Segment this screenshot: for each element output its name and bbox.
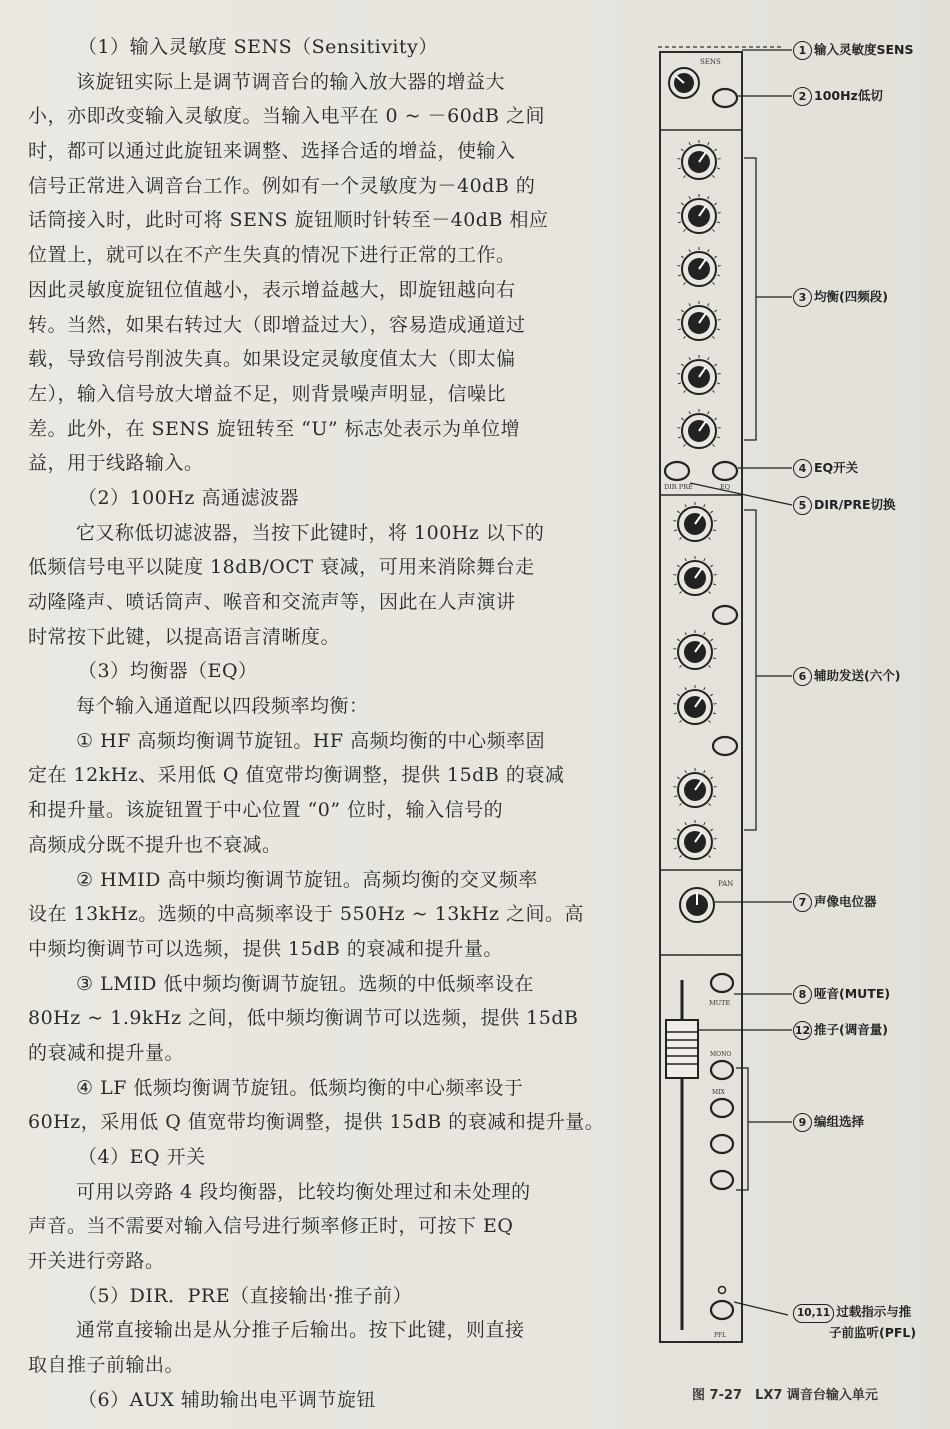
paragraph-line: 的衰减和提升量。 <box>28 1041 185 1064</box>
callout-3 <box>793 287 888 307</box>
paragraph-line: 益，用于线路输入。 <box>28 452 204 475</box>
paragraph-line: 话筒接入时，此时可将 SENS 旋钮顺时针转至－40dB 相应 <box>28 209 549 232</box>
callout-label: 推子(调音量) <box>814 1022 888 1037</box>
callout-number: 1 <box>793 41 812 60</box>
section-heading: （5）DIR．PRE（直接输出·推子前） <box>78 1284 413 1307</box>
callout-label: 辅助发送(六个) <box>814 668 901 683</box>
aux-knob-2[interactable] <box>673 556 716 595</box>
aux-knob-1[interactable] <box>673 502 716 541</box>
paragraph-line: ③ LMID 低中频均衡调节旋钮。选频的中低频率设在 <box>76 972 534 995</box>
paragraph-line: 左），输入信号放大增益不足，则背景噪声明显，信噪比 <box>28 382 507 405</box>
sens-knob[interactable] <box>669 68 699 98</box>
aux-knob-6[interactable] <box>673 820 716 859</box>
aux-knob-3[interactable] <box>673 630 716 669</box>
paragraph-line: 80Hz ~ 1.9kHz 之间，低中频均衡调节可以选频，提供 15dB <box>28 1007 579 1030</box>
pan-knob[interactable] <box>680 888 714 922</box>
paragraph-line: 低频信号电平以陡度 18dB/OCT 衰减，可用来消除舞台走 <box>28 556 535 579</box>
callout-number: 8 <box>793 985 812 1004</box>
callout-4 <box>793 458 858 478</box>
callout-label: 均衡(四频段) <box>814 289 888 304</box>
callout-10-11 <box>793 1302 916 1341</box>
callout-number: 2 <box>793 87 812 106</box>
paragraph-line: 通常直接输出是从分推子后输出。按下此键，则直接 <box>76 1319 525 1342</box>
pfl-button[interactable] <box>711 1301 733 1319</box>
paragraph-line: 转。当然，如果右转过大（即增益过大），容易造成通道过 <box>28 313 526 336</box>
dirpre-label: DIR PRE <box>664 483 693 491</box>
paragraph-line: 定在 12kHz、采用低 Q 值宽带均衡调整，提供 15dB 的衰减 <box>28 764 565 787</box>
paragraph-line: ① HF 高频均衡调节旋钮。HF 高频均衡的中心频率固 <box>76 729 546 752</box>
paragraph-line: 设在 13kHz。选频的中高频率设于 550Hz ~ 13kHz 之间。高 <box>28 903 585 926</box>
callout-8 <box>793 984 890 1004</box>
callout-label: 输入灵敏度SENS <box>814 42 914 57</box>
paragraph-line: 声音。当不需要对输入信号进行频率修正时，可按下 EQ <box>28 1215 514 1238</box>
callout-number: 6 <box>793 667 812 686</box>
eq-knob-6[interactable] <box>677 409 720 448</box>
callout-1 <box>793 40 914 60</box>
paragraph-line: 时，都可以通过此旋钮来调整、选择合适的增益，使输入 <box>28 140 516 163</box>
callout-9 <box>793 1112 864 1132</box>
paragraph-line: 它又称低切滤波器，当按下此键时，将 100Hz 以下的 <box>76 521 545 544</box>
mixer-input-figure <box>652 40 950 1420</box>
paragraph-line: 信号正常进入调音台工作。例如有一个灵敏度为－40dB 的 <box>28 174 536 197</box>
overload-led <box>719 1287 726 1294</box>
low-cut-button[interactable] <box>713 89 737 107</box>
callout-number: 12 <box>793 1021 812 1040</box>
eq-switch-button[interactable] <box>713 462 737 480</box>
callout-7 <box>793 892 877 912</box>
aux-knob-5[interactable] <box>673 768 716 807</box>
callout-label: EQ开关 <box>814 460 859 475</box>
group-button-1-2[interactable] <box>711 1135 733 1153</box>
callout-label: 声像电位器 <box>814 894 877 909</box>
paragraph-line: 每个输入通道配以四段频率均衡： <box>76 695 369 718</box>
paragraph-line: ④ LF 低频均衡调节旋钮。低频均衡的中心频率设于 <box>76 1076 524 1099</box>
paragraph-line: 60Hz，采用低 Q 值宽带均衡调整，提供 15dB 的衰减和提升量。 <box>28 1111 605 1134</box>
group-button-3-4[interactable] <box>711 1171 733 1189</box>
section-heading: （4）EQ 开关 <box>78 1146 206 1168</box>
dir-pre-button[interactable] <box>665 462 689 480</box>
callout-label: 100Hz低切 <box>814 88 883 103</box>
callout-number: 7 <box>793 893 812 912</box>
paragraph-line: ② HMID 高中频均衡调节旋钮。高频均衡的交叉频率 <box>76 868 538 891</box>
aux-pre-button-1[interactable] <box>713 606 737 624</box>
callout-label: 哑音(MUTE) <box>814 986 891 1001</box>
paragraph-line: 小，亦即改变输入灵敏度。当输入电平在 0 ~ －60dB 之间 <box>28 105 545 128</box>
pan-label: PAN <box>718 880 734 888</box>
callout-number: 5 <box>793 496 812 515</box>
section-heading: （2）100Hz 高通滤波器 <box>78 486 299 509</box>
callout-label: 编组选择 <box>814 1114 865 1129</box>
paragraph-line: 位置上，就可以在不产生失真的情况下进行正常的工作。 <box>28 244 516 267</box>
paragraph-line: 可用以旁路 4 段均衡器，比较均衡处理过和未处理的 <box>76 1180 531 1203</box>
callout-label: DIR/PRE切换 <box>814 497 896 512</box>
mixer-channel-strip-diagram <box>652 40 950 1380</box>
paragraph-line: 和提升量。该旋钮置于中心位置 “0” 位时，输入信号的 <box>28 799 504 822</box>
paragraph-line: 时常按下此键，以提高语言清晰度。 <box>28 625 341 648</box>
callout-6 <box>793 666 900 686</box>
callout-label-line2: 子前监听(PFL) <box>829 1325 917 1340</box>
paragraph-line: 因此灵敏度旋钮位值越小，表示增益越大，即旋钮越向右 <box>28 278 516 301</box>
paragraph-line: 载，导致信号削波失真。如果设定灵敏度值太大（即太偏 <box>28 348 516 371</box>
eq-knob-5[interactable] <box>677 355 720 394</box>
sens-label: SENS <box>700 58 721 66</box>
callout-label: 过载指示与推 <box>836 1304 912 1319</box>
paragraph-line: 高频成分既不提升也不衰减。 <box>28 833 282 856</box>
section-heading: （6）AUX 辅助输出电平调节旋钮 <box>78 1388 376 1411</box>
figure-caption: 图 7-27 LX7 调音台输入单元 <box>692 1388 878 1403</box>
paragraph-line: 取自推子前输出。 <box>28 1354 185 1377</box>
callout-number: 10,11 <box>793 1304 834 1323</box>
paragraph-line: 差。此外，在 SENS 旋钮转至 “U” 标志处表示为单位增 <box>28 417 521 440</box>
group-button-mix[interactable] <box>711 1099 733 1117</box>
eq-knob-1[interactable] <box>677 140 720 179</box>
mix-label: MIX <box>712 1089 725 1096</box>
body-text <box>28 30 640 1418</box>
callout-number: 3 <box>793 288 812 307</box>
mono-label: MONO <box>710 1051 732 1058</box>
section-heading: （3）均衡器（EQ） <box>78 660 258 683</box>
aux-pre-button-2[interactable] <box>713 737 737 755</box>
callout-12 <box>793 1020 888 1040</box>
paragraph-line: 开关进行旁路。 <box>28 1250 165 1273</box>
mute-label: MUTE <box>709 999 731 1007</box>
fader-cap[interactable] <box>666 1020 698 1078</box>
paragraph-line: 动隆隆声、喷话筒声、喉音和交流声等，因此在人声演讲 <box>28 591 516 613</box>
eq-knob-2[interactable] <box>677 194 720 233</box>
paragraph-line: 中频均衡调节可以选频，提供 15dB 的衰减和提升量。 <box>28 937 503 960</box>
callout-number: 4 <box>793 459 812 478</box>
eq-knob-4[interactable] <box>677 301 720 340</box>
eq-label: EQ <box>720 483 731 491</box>
section-heading: （1）输入灵敏度 SENS（Sensitivity） <box>78 36 438 58</box>
paragraph-line: 该旋钮实际上是调节调音台的输入放大器的增益大 <box>76 70 506 93</box>
aux-knob-4[interactable] <box>673 685 716 724</box>
group-button-mono[interactable] <box>711 1061 733 1079</box>
callout-5 <box>793 495 896 515</box>
eq-knob-3[interactable] <box>677 247 720 286</box>
mute-button[interactable] <box>711 974 733 992</box>
pfl-label: PFL <box>714 1332 727 1339</box>
callout-number: 9 <box>793 1113 812 1132</box>
callout-2 <box>793 86 883 106</box>
